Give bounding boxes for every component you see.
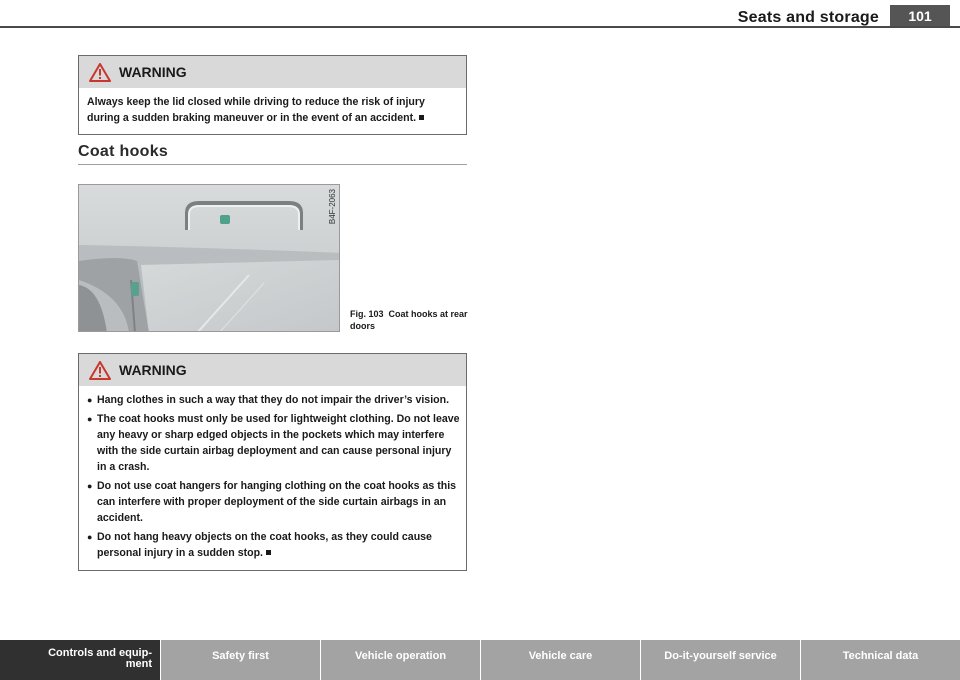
page-number: 101 <box>890 5 950 27</box>
end-mark-icon <box>419 115 424 120</box>
warning-bullet <box>87 411 460 475</box>
warning-header <box>79 56 466 88</box>
warning-box-lid <box>78 55 467 135</box>
tab-controls-and-equipment[interactable]: Controls and equip- ment <box>0 640 160 680</box>
warning-bullet <box>87 392 460 408</box>
warning-bullet <box>87 478 460 526</box>
coat-hook-figure <box>78 184 340 332</box>
figure-caption <box>350 308 470 332</box>
warning-bullet <box>87 529 460 561</box>
section-title: Seats and storage <box>737 9 879 26</box>
tab-vehicle-care[interactable]: Vehicle care <box>481 640 640 680</box>
chapter-nav <box>0 640 960 680</box>
bullet-icon: ● <box>87 481 93 491</box>
warning-box-coat-hooks <box>78 353 467 571</box>
coat-hook-illustration <box>79 185 340 332</box>
figure-code: B4F-2063 <box>328 189 337 225</box>
figure-caption-text: Coat hooks at rear doors <box>350 309 468 331</box>
warning-title: WARNING <box>119 64 187 80</box>
tab-technical-data[interactable]: Technical data <box>801 640 960 680</box>
end-mark-icon <box>266 550 271 555</box>
warning-bullet-text: Do not use coat hangers for hanging clothing on the coat hooks as this can interfere with proper deployment of the side curtain airbags in an accident. <box>97 480 457 524</box>
warning-bullet-text: Hang clothes in such a way that they do not impair the driver’s vision. <box>97 394 450 406</box>
section-heading: Coat hooks <box>78 143 169 160</box>
warning-body <box>79 386 466 570</box>
warning-bullet-text: The coat hooks must only be used for lightweight clothing. Do not leave any heavy or sharp edged objects in the pockets which may interfere with the side curtain airbag deployment and can cause personal injury in a crash. <box>97 413 460 473</box>
warning-triangle-icon <box>89 63 111 82</box>
figure-caption-label: Fig. 103 <box>350 309 384 319</box>
tab-safety-first[interactable]: Safety first <box>161 640 320 680</box>
warning-body <box>79 88 466 134</box>
warning-bullet-text: Do not hang heavy objects on the coat hooks, as they could cause personal injury in a sudden stop. <box>97 531 432 559</box>
bullet-icon: ● <box>87 414 93 424</box>
bullet-icon: ● <box>87 532 93 542</box>
warning-header <box>79 354 466 386</box>
tab-do-it-yourself-service[interactable]: Do-it-yourself service <box>641 640 800 680</box>
tab-vehicle-operation[interactable]: Vehicle operation <box>321 640 480 680</box>
heading-rule <box>78 164 467 165</box>
warning-text: Always keep the lid closed while driving to reduce the risk of injury during a sudden braking maneuver or in the event of an accident. <box>87 96 425 124</box>
warning-triangle-icon <box>89 361 111 380</box>
warning-title: WARNING <box>119 362 187 378</box>
bullet-icon: ● <box>87 395 93 405</box>
header-rule <box>0 26 960 28</box>
